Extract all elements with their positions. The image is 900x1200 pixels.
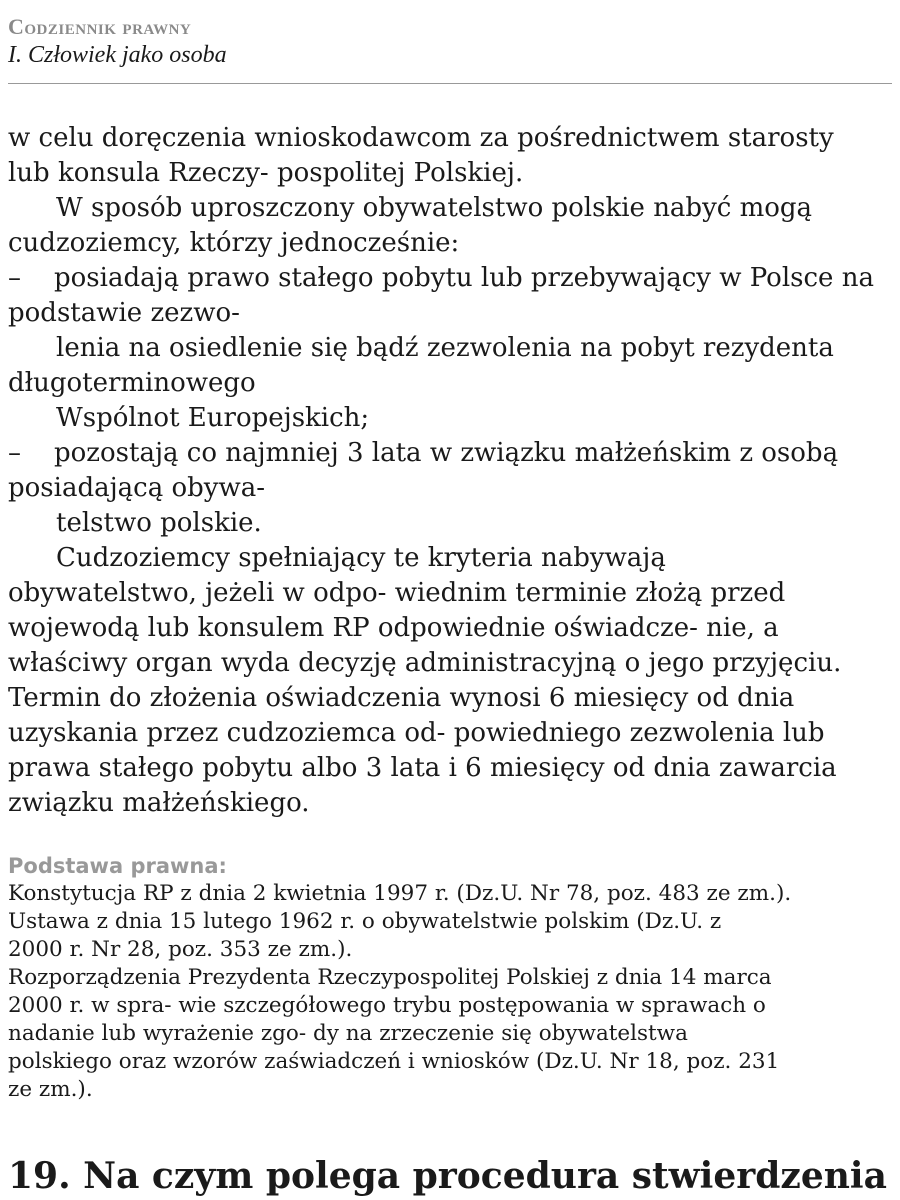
- legal-basis-line: ze zm.).: [8, 1077, 93, 1102]
- legal-basis-line: Ustawa z dnia 15 lutego 1962 r. o obywatelstwie polskim (Dz.U. z: [8, 909, 722, 934]
- legal-basis-line: nadanie lub wyrażenie zgo- dy na zrzeczenie się obywatelstwa: [8, 1021, 688, 1046]
- text-line: wojewodą lub konsulem RP odpowiednie oświadcze- nie, a: [8, 613, 779, 643]
- legal-basis-line: 2000 r. w spra- wie szczegółowego trybu postępowania w sprawach o: [8, 993, 766, 1018]
- list-dash: –: [8, 438, 21, 468]
- header-divider: [8, 83, 892, 84]
- text-line: posiadają prawo stałego pobytu lub przebywający w Polsce na: [54, 263, 874, 293]
- section-heading: 19. Na czym polega procedura stwierdzenia: [8, 1155, 887, 1197]
- text-line: Cudzoziemcy spełniający te kryteria nabywają: [56, 543, 666, 573]
- text-line: długoterminowego: [8, 368, 256, 398]
- text-line: związku małżeńskiego.: [8, 788, 310, 818]
- text-line: lub konsula Rzeczy- pospolitej Polskiej.: [8, 158, 524, 188]
- list-item: [8, 261, 892, 296]
- list-dash: –: [8, 263, 21, 293]
- text-line: obywatelstwo, jeżeli w odpo- wiednim terminie złożą przed: [8, 578, 786, 608]
- text-line: uzyskania przez cudzoziemca od- powiedniego zezwolenia lub: [8, 718, 825, 748]
- legal-basis-line: 2000 r. Nr 28, poz. 353 ze zm.).: [8, 937, 353, 962]
- legal-basis-label: Podstawa prawna:: [8, 854, 227, 878]
- list-item: [8, 436, 892, 471]
- text-line: podstawie zezwo-: [8, 298, 240, 328]
- legal-basis-line: Rozporządzenia Prezydenta Rzeczypospolitej Polskiej z dnia 14 marca: [8, 965, 772, 990]
- text-line: właściwy organ wyda decyzję administracyjną o jego przyjęciu.: [8, 648, 842, 678]
- body-text: [8, 121, 892, 821]
- legal-basis-section: [8, 852, 892, 1104]
- text-line: Wspólnot Europejskich;: [56, 403, 370, 433]
- text-line: telstwo polskie.: [56, 508, 262, 538]
- running-header: [8, 14, 892, 70]
- text-line: Termin do złożenia oświadczenia wynosi 6 miesięcy od dnia: [8, 683, 795, 713]
- text-line: prawa stałego pobytu albo 3 lata i 6 miesięcy od dnia zawarcia: [8, 753, 837, 783]
- text-line: pozostają co najmniej 3 lata w związku małżeńskim z osobą: [54, 438, 839, 468]
- text-line: W sposób uproszczony obywatelstwo polskie nabyć mogą: [56, 193, 813, 223]
- chapter-title: I. Człowiek jako osoba: [8, 42, 227, 68]
- publication-title: Codziennik prawny: [8, 14, 192, 39]
- legal-basis-line: polskiego oraz wzorów zaświadczeń i wniosków (Dz.U. Nr 18, poz. 231: [8, 1049, 780, 1074]
- text-line: lenia na osiedlenie się bądź zezwolenia na pobyt rezydenta: [56, 333, 834, 363]
- text-line: cudzoziemcy, którzy jednocześnie:: [8, 228, 460, 258]
- legal-basis-line: Konstytucja RP z dnia 2 kwietnia 1997 r. (Dz.U. Nr 78, poz. 483 ze zm.).: [8, 881, 792, 906]
- text-line: w celu doręczenia wnioskodawcom za pośrednictwem starosty: [8, 123, 834, 153]
- text-line: posiadającą obywa-: [8, 473, 266, 503]
